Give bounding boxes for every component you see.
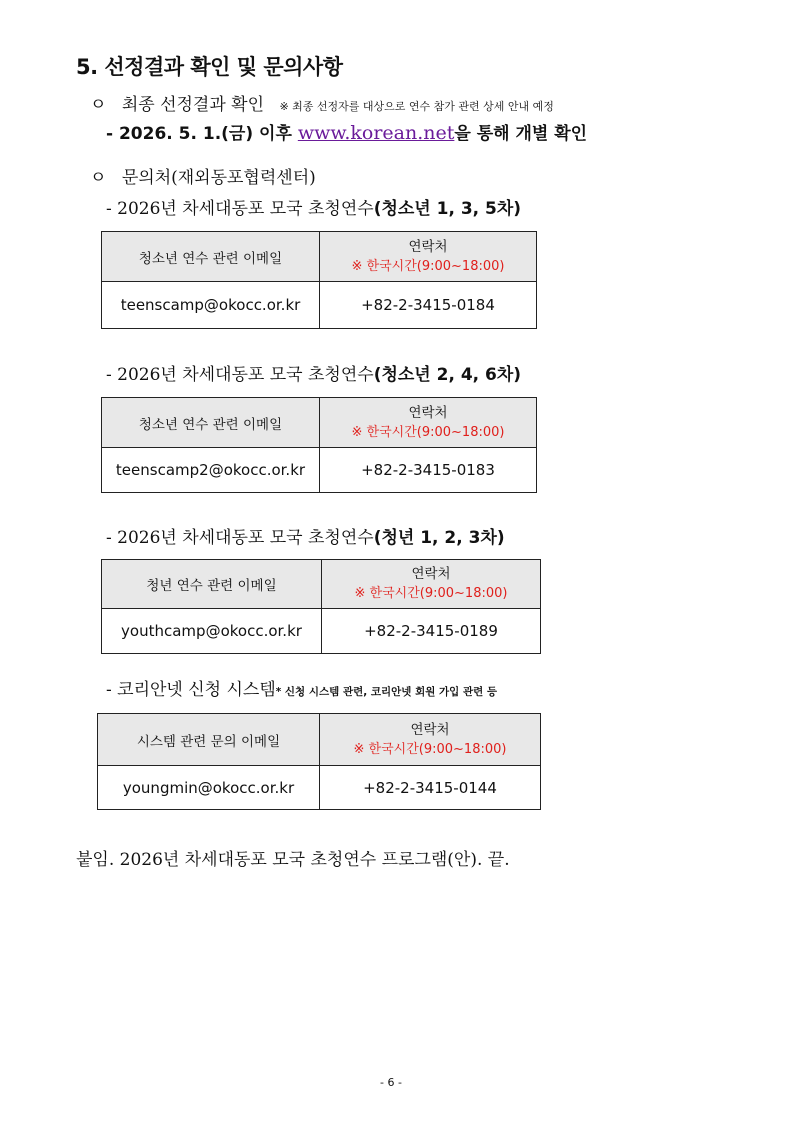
section-title: 5. 선정결과 확인 및 문의사항 [76,55,343,79]
email-header: 청소년 연수 관련 이메일 [102,398,320,448]
table-title-bold: (청소년 2, 4, 6차) [373,365,522,385]
result-date-prefix: - 2026. 5. 1.(금) 이후 [106,124,298,144]
contact-table-2 [101,397,537,493]
contact-bullet-line [90,163,316,188]
korean-net-link[interactable]: www.korean.net [297,122,455,144]
email-cell[interactable]: youngmin@okocc.or.kr [98,766,320,810]
result-label: 최종 선정결과 확인 [121,95,265,115]
phone-header-note: ※ 한국시간(9:00~18:00) [351,258,505,274]
phone-header [320,232,537,282]
phone-cell: +82-2-3415-0144 [320,766,541,810]
contact-table-3 [101,559,541,654]
table-title-prefix: - 2026년 차세대동포 모국 초청연수 [106,365,374,385]
phone-cell: +82-2-3415-0189 [322,609,541,654]
table-title-bold: (청년 1, 2, 3차) [373,528,505,548]
email-cell[interactable]: youthcamp@okocc.or.kr [102,609,322,654]
bullet-marker: ㅇ [90,168,107,188]
bullet-marker: ㅇ [90,95,107,115]
result-bullet-line [90,90,554,115]
phone-cell: +82-2-3415-0184 [320,282,537,329]
email-header: 청년 연수 관련 이메일 [102,560,322,609]
phone-header [322,560,541,609]
table-1-title [106,194,521,219]
table-2-title [106,360,521,385]
page-number: - 6 - [380,1076,402,1089]
phone-header-note: ※ 한국시간(9:00~18:00) [354,586,508,601]
table-title-prefix: - 2026년 차세대동포 모국 초청연수 [106,528,374,548]
result-date-line [106,119,587,144]
table-title-prefix: - 코리안넷 신청 시스템 [106,680,276,700]
table-4-title [106,675,497,700]
attachment-line: 붙임. 2026년 차세대동포 모국 초청연수 프로그램(안). 끝. [76,850,510,870]
contact-label: 문의처(재외동포협력센터) [121,168,316,188]
table-title-prefix: - 2026년 차세대동포 모국 초청연수 [106,199,374,219]
phone-header-label: 연락처 [411,566,451,582]
email-header: 시스템 관련 문의 이메일 [98,714,320,766]
table-title-small: * 신청 시스템 관련, 코리안넷 회원 가입 관련 등 [275,686,498,698]
phone-cell: +82-2-3415-0183 [320,448,537,493]
table-3-title [106,523,505,548]
result-note: ※ 최종 선정자를 대상으로 연수 참가 관련 상세 안내 예정 [279,100,554,113]
phone-header-label: 연락처 [408,238,448,255]
phone-header-label: 연락처 [410,721,450,738]
result-date-suffix: 을 통해 개별 확인 [454,124,588,144]
email-cell[interactable]: teenscamp2@okocc.or.kr [102,448,320,493]
phone-header-note: ※ 한국시간(9:00~18:00) [351,424,505,440]
phone-header-label: 연락처 [408,404,448,421]
email-header: 청소년 연수 관련 이메일 [102,232,320,282]
contact-table-4 [97,713,541,810]
contact-table-1 [101,231,537,329]
email-cell[interactable]: teenscamp@okocc.or.kr [102,282,320,329]
phone-header [320,398,537,448]
phone-header-note: ※ 한국시간(9:00~18:00) [353,741,507,757]
table-title-bold: (청소년 1, 3, 5차) [373,199,522,219]
phone-header [320,714,541,766]
